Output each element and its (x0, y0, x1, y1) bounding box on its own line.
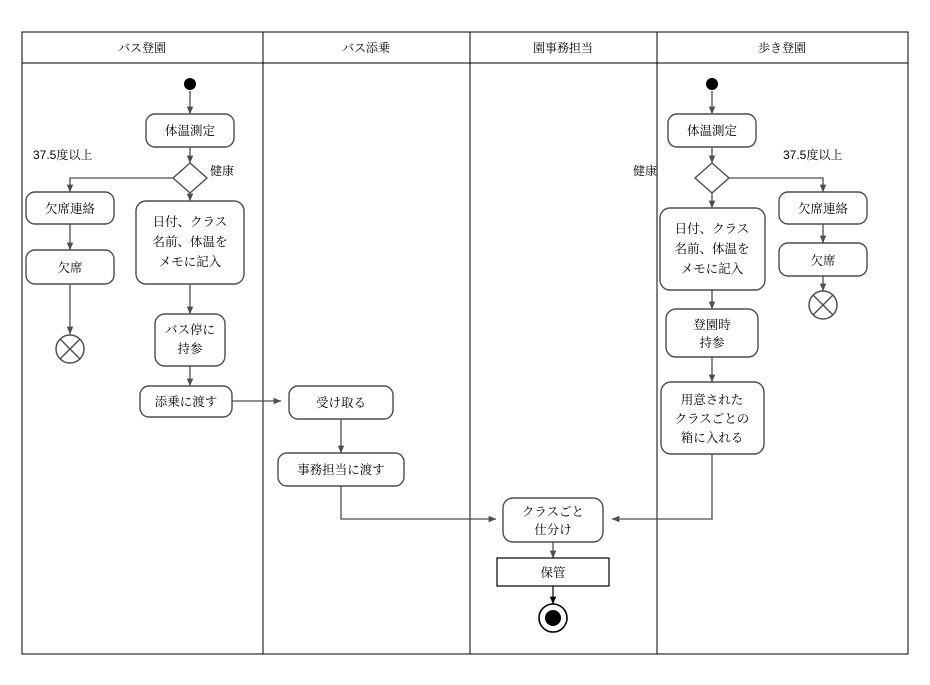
final-node-inner (545, 610, 561, 626)
node-jimu-shiwake (503, 498, 603, 542)
node-aruki-jisan-line-2: 持参 (699, 336, 725, 350)
node-jimu-hokan (497, 558, 609, 586)
edge-label-aruki-kenkou: 健康 (632, 164, 657, 178)
node-bus-stop-shape (155, 314, 225, 366)
node-bus-stop (155, 314, 225, 366)
node-jimu-shiwake-line-2: 仕分け (534, 523, 572, 537)
node-bus-taion (146, 114, 234, 147)
node-aruki-taion (668, 114, 756, 147)
lane-title-aruki-toen: 歩き登園 (757, 41, 807, 55)
lane-title-bus-toen: バス登園 (117, 41, 167, 55)
node-bus-stop-line-1: バス停に (164, 323, 216, 337)
node-aruki-hako-line-2: クラスごとの (674, 412, 750, 426)
node-bus-kesseki-renraku-label: 欠席連絡 (44, 202, 96, 216)
start-node-aruki (706, 78, 718, 90)
node-aruki-kesseki-renraku (779, 192, 867, 224)
node-tenjo-jimu-watasu-label: 事務担当に渡す (297, 463, 385, 477)
node-bus-stop-line-2: 持参 (177, 342, 203, 356)
node-bus-watasu-label: 添乗に渡す (154, 395, 218, 409)
node-jimu-shiwake-line-1: クラスごと (521, 505, 585, 519)
node-jimu-hokan-label: 保管 (540, 566, 566, 580)
final-node-jimu (539, 604, 567, 632)
flow-final-aruki (809, 291, 837, 319)
node-bus-memo-line-3: メモに記入 (158, 255, 222, 269)
edge-label-bus-kenkou: 健康 (210, 164, 235, 178)
node-aruki-taion-label: 体温測定 (686, 124, 738, 138)
node-tenjo-uketoru (289, 386, 393, 419)
node-bus-memo (136, 201, 244, 284)
node-bus-kesseki (26, 250, 114, 284)
node-aruki-kesseki (779, 243, 867, 276)
node-aruki-hako-line-1: 用意された (680, 393, 744, 407)
node-bus-watasu (140, 386, 232, 417)
node-aruki-memo-line-1: 日付、クラス (674, 222, 750, 236)
node-aruki-memo-line-3: メモに記入 (680, 262, 744, 276)
node-aruki-hako-line-3: 箱に入れる (680, 431, 744, 445)
node-aruki-kesseki-label: 欠席 (810, 254, 836, 268)
node-bus-kesseki-label: 欠席 (57, 261, 83, 275)
node-aruki-jisan (666, 309, 758, 357)
node-bus-memo-line-1: 日付、クラス (152, 215, 228, 229)
start-node-bus (184, 78, 196, 90)
node-aruki-memo (660, 208, 765, 290)
node-aruki-jisan-line-1: 登園時 (693, 318, 731, 332)
node-aruki-kesseki-renraku-label: 欠席連絡 (797, 202, 849, 216)
node-bus-memo-line-2: 名前、体温を (152, 235, 228, 249)
lane-title-en-jimu: 園事務担当 (532, 41, 594, 55)
lane-title-bus-tenjo: バス添乗 (341, 41, 391, 55)
node-aruki-memo-line-2: 名前、体温を (674, 242, 750, 256)
node-bus-taion-label: 体温測定 (164, 124, 216, 138)
edge-label-aruki-netsu: 37.5度以上 (783, 148, 843, 162)
node-bus-kesseki-renraku (26, 192, 114, 224)
node-aruki-hako (661, 382, 764, 454)
node-tenjo-uketoru-label: 受け取る (315, 396, 367, 410)
flow-final-bus (56, 335, 84, 363)
node-tenjo-jimu-watasu (278, 453, 404, 486)
edge-label-bus-netsu: 37.5度以上 (33, 148, 93, 162)
